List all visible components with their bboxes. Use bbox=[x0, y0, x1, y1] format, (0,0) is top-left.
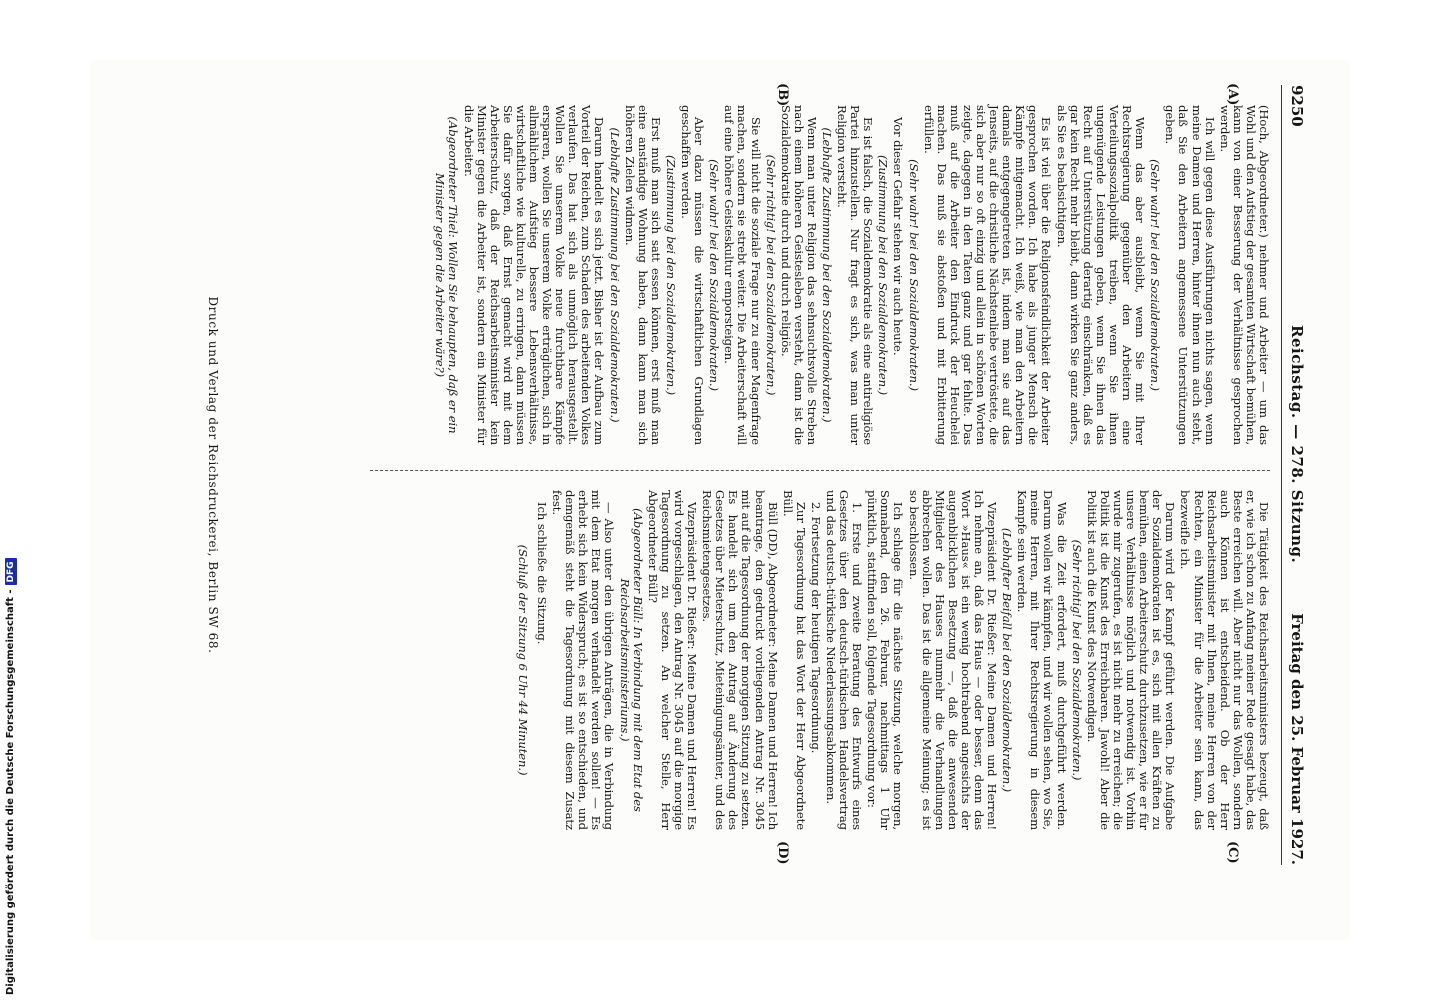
paragraph: Wenn man unter Religion das sehnsuchtsvolle Streben nach einem höheren Geistesleben versteht, dann ist die Sozialdemokratie durch und durch religiös. bbox=[778, 105, 819, 445]
paragraph: Vor dieser Gefahr stehen wir auch heute. bbox=[891, 117, 906, 356]
paragraph: Vizepräsident Dr. Rießer: Meine Damen und Herren! Ich nehme an, daß das Haus — oder besser, denn das Wort »Haus« ist ein wenig hochtrabend angesichts der augenblicklichen Besetzung —, daß die anwesenden Mitglieder des Hauses nunmehr die Verhandlungen abbrechen wollen. Das ist die allgemeine Meinung; es ist so beschlossen. bbox=[906, 490, 1000, 830]
paragraph: Darum wird der Kampf geführt werden. Die Aufgabe der Sozialdemokraten ist es, sich mit allen Kräften zu bemühen, einen Arbeiterschutz durchzusetzen, wie er für unsere Verhältnisse möglich und notwendig ist. Vorhin wurde mir zugerufen, es ist nicht mehr zu erreichen; die Politik ist die Kunst des Erreichbaren. Jawohl! Aber die Politik ist auch die Kunst des Notwendigen. bbox=[1084, 490, 1178, 830]
paragraph: Es ist viel über die Religionsfeindlichkeit der Arbeiter gesprochen worden. Ich habe als junger Mensch die Kämpfe mitgemacht. Ich weiß, wie man den Arbeitern damals entgegengetreten ist, indem man sie auf das Jenseits, auf die christliche Nächstenliebe vertröstete, die sich aber nur so oft einzig und allein in schönen Worten zeigte, dagegen in den Taten ganz und gar fehlte. Das muß auf die Arbeiter den Eindruck der Heuchelei machen. Das muß sie abstoßen und mit Erbitterung erfüllen. bbox=[921, 105, 1054, 445]
interjection: (Lebhafte Zustimmung bei den Sozialdemokraten.) bbox=[607, 127, 622, 423]
margin-mark-c: (C) bbox=[1225, 841, 1240, 864]
paragraph: Aber dazu müssen die wirtschaftlichen Grundlagen geschaffen werden. bbox=[679, 105, 707, 445]
interjection: (Zustimmung bei den Sozialdemokraten.) bbox=[876, 155, 891, 395]
margin-mark-a: (A) bbox=[1225, 83, 1240, 106]
agenda-item: 2. Fortsetzung der heutigen Tagesordnung. bbox=[808, 502, 823, 754]
paragraph: Darum handelt es sich jetzt. Bisher ist der Aufbau zum Vorteil der Reichen, zum Schaden des arbeitenden Volkes verlaufen. Das hat sich als unmöglich herausgestellt. Wollen Sie unserem Volke neue furchtbare Kämpfe ersparen, wollen Sie unserem Volke erträglichen, sich in allmählichem Aufstieg bessere Lebensverhältnisse, wirtschaftliche wie kulturelle, zu erringen, dann müssen Sie dafür sorgen, daß Ernst gemacht wird mit dem Arbeiterschutz, daß der Reichsarbeitsminister kein Minister gegen die Arbeiter ist, sondern ein Minister für die Arbeiter. bbox=[461, 105, 607, 445]
page-header bbox=[1281, 85, 1310, 865]
paragraph: Wenn das aber ausbleibt, wenn Sie mit Ihrer Rechtsregierung gegenüber den Arbeitern eine Verteilungssozialpolitik treiben, wenn Sie ihnen ungenügende Leistungen geben, wenn Sie ihnen das Recht auf Unterstützung derartig einschränken, daß es gar kein Recht mehr bleibt, dann wirken Sie ganz anders, als Sie es beabsichtigen. bbox=[1054, 105, 1148, 445]
paragraph: Sie will nicht die soziale Frage nur zu einer Magenfrage machen, sondern sie strebt weiter. Die Arbeiterschaft will auf eine höhere Geisteskultur emporsteigen. bbox=[722, 105, 763, 445]
margin-mark-b: (B) bbox=[775, 83, 790, 107]
interjection: (Sehr wahr! bei den Sozialdemokraten.) bbox=[906, 159, 921, 391]
interjection: (Sehr wahr! bei den Sozialdemokraten.) bbox=[1148, 159, 1163, 391]
credit-text: Digitalisierung gefördert durch die Deutsche Forschungsgemeinschaft - bbox=[5, 589, 16, 995]
paragraph: (Hoch, Abgeordneter.) nehmer und Arbeiter — um das Wohl und den Aufstieg der gesamten Wirtschaft bemühen, kann von einer Besserung der Verhältnisse gesprochen werden. bbox=[1217, 105, 1271, 445]
paragraph: Vizepräsident Dr. Rießer: Meine Damen und Herren! Es wird vorgeschlagen, den Antrag Nr. 3045 auf die morgige Tagesordnung zu setzen. An welcher Stelle, Herr Abgeordneter Büll? bbox=[645, 490, 700, 830]
text-column-right bbox=[514, 490, 1270, 830]
interjection: (Lebhafter Beifall bei den Sozialdemokraten.) bbox=[1000, 527, 1015, 793]
page-title: Reichstag. — 278. Sitzung. bbox=[1288, 325, 1306, 564]
paragraph: Ich will gegen diese Ausführungen nichts sagen, wenn meine Damen und Herren, hinter ihnen nun auch steht, daß Sie den Arbeitern angemessene Unterstützungen geben. bbox=[1163, 105, 1217, 445]
digitization-credit bbox=[0, 0, 22, 1000]
interjection: (Zustimmung bei den Sozialdemokraten.) bbox=[663, 155, 678, 395]
paragraph: Zur Tagesordnung hat das Wort der Herr Abgeordnete Büll. bbox=[780, 490, 808, 830]
page-content bbox=[135, 85, 1310, 865]
interjection: (Sehr richtig! bei den Sozialdemokraten.) bbox=[763, 154, 778, 396]
agenda-item: 1. Erste und zweite Beratung des Entwurfs eines Gesetzes über den deutsch-türkischen Handelsvertrag und das deutsch-türkische Niederlassungsabkommen. bbox=[824, 490, 865, 830]
interjection: (Sehr richtig! bei den Sozialdemokraten.) bbox=[1069, 539, 1084, 781]
paragraph: Ich schlage für die nächste Sitzung, welche morgen, Sonnabend, den 26. Februar, nachmittags 1 Uhr pünktlich, stattfinden soll, folgende Tagesordnung vor: bbox=[865, 490, 906, 830]
interjection: (Sehr wahr! bei den Sozialdemokraten.) bbox=[707, 159, 722, 391]
text-column-left bbox=[431, 105, 1270, 445]
paragraph: Erst muß man sich satt essen können, erst muß man eine anständige Wohnung haben, dann kann man sich höheren Zielen widmen. bbox=[622, 105, 663, 445]
paragraph: Büll (DD), Abgeordneter: Meine Damen und Herren! Ich beantrage, den gedruckt vorliegenden Antrag Nr. 3045 mit auf die Tagesordnung der morgigen Sitzung zu setzen. Es handelt sich um den Antrag auf Änderung des Gesetzes über Mieterschutz, Mieteinigungsämter, und des Reichsmietengesetzes. bbox=[700, 490, 780, 830]
paragraph: Was die Zeit erfordert, muß durchgeführt werden. Darum wollen wir kämpfen, und wir wollen sehen, wo Sie, meine Herren, mit Ihrer Rechtsregierung in diesem Kampfe sein werden. bbox=[1015, 490, 1069, 830]
dfg-logo-icon: DFG bbox=[5, 558, 17, 585]
interjection: (Abgeordneter Büll: In Verbindung mit dem Etat des Reichsarbeitsministeriums.) bbox=[617, 508, 645, 812]
session-close: (Schluß der Sitzung 6 Uhr 44 Minuten.) bbox=[515, 544, 530, 776]
column-divider bbox=[370, 470, 1270, 471]
margin-mark-d: (D) bbox=[775, 841, 790, 865]
printer-imprint: Druck und Verlag der Reichsdruckerei, Berlin SW 68. bbox=[206, 296, 220, 654]
paragraph: — Also unter den übrigen Anträgen, die in Verbindung mit dem Etat morgen verhandelt werden sollen! — Es erhebt sich kein Widerspruch; es ist so entschieden, und demgemäß steht die Tagesordnung mit diesem Zusatz fest. bbox=[550, 490, 617, 830]
paragraph: Ich schließe die Sitzung. bbox=[535, 502, 550, 645]
page-number: 9250 bbox=[1288, 85, 1306, 127]
session-date: Freitag den 25. Februar 1927. bbox=[1288, 613, 1306, 865]
interjection: (Lebhafte Zustimmung bei den Sozialdemokraten.) bbox=[820, 127, 834, 423]
paragraph: Es ist falsch, die Sozialdemokratie als eine antireligiöse Partei hinzustellen. Nur fragt es sich, was man unter Religion versteht. bbox=[835, 105, 876, 445]
paragraph: Die Tätigkeit des Reichsarbeitsministers bezeugt, daß er, wie ich schon zu Anfang meiner Rede gesagt habe, das Beste erreichen will. Aber nicht nur das Wollen, sondern auch Können ist entscheidend. Ob der Herr Reichsarbeitsminister mit Ihnen, meine Herren von der Rechten, ein Minister für die Arbeiter sein kann, das bezweifle ich. bbox=[1178, 490, 1271, 830]
interjection: (Abgeordneter Thiel: Wollen Sie behaupten, daß er ein Minister gegen die Arbeiter wäre?) bbox=[433, 116, 461, 434]
